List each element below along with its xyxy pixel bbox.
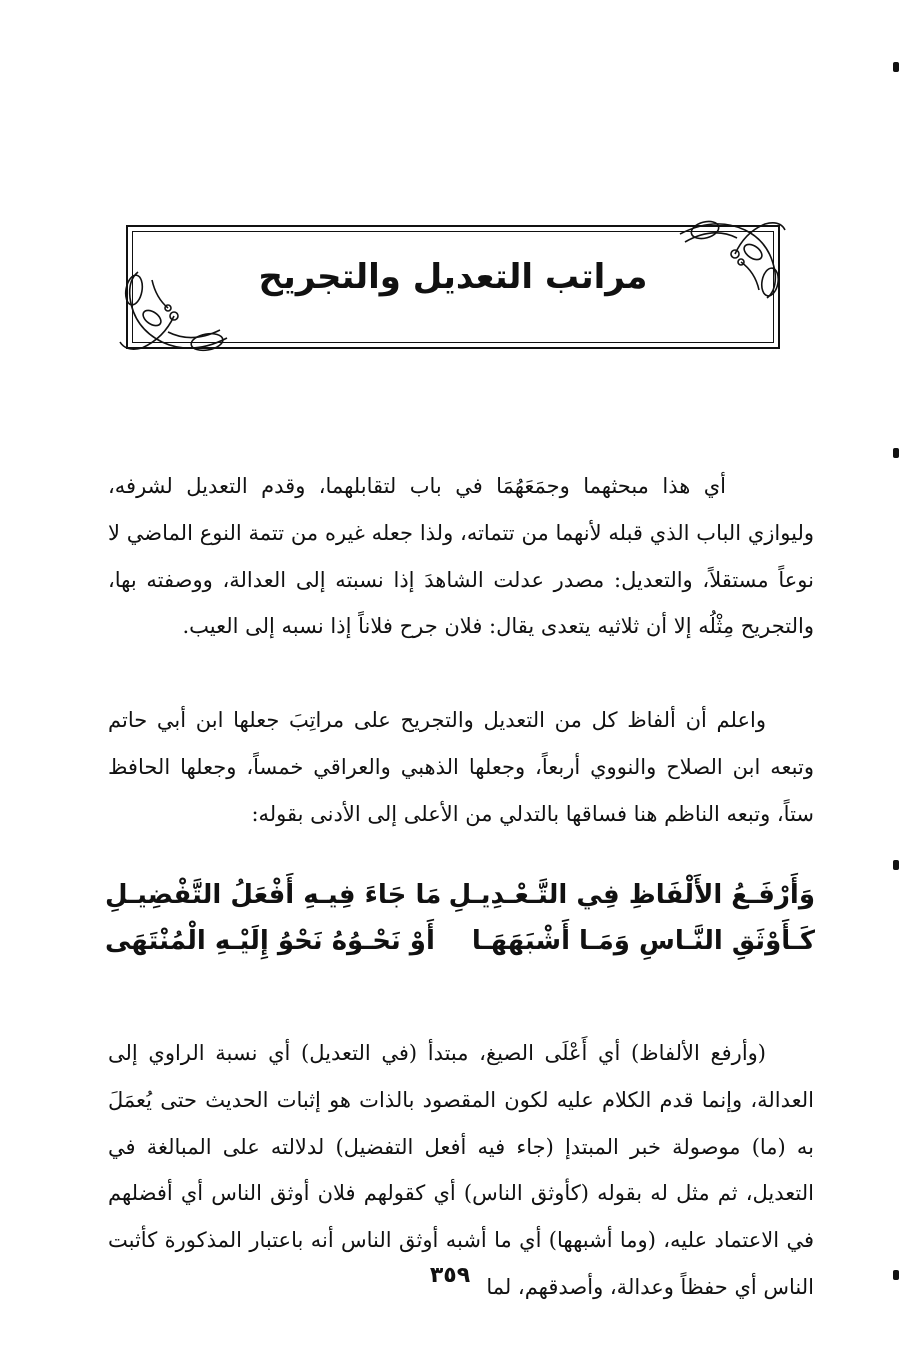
floral-ornament-icon — [675, 212, 790, 302]
chapter-title: مراتب التعديل والتجريح — [258, 257, 648, 297]
floral-ornament-icon — [112, 268, 237, 358]
paragraph-text: واعلم أن ألفاظ كل من التعديل والتجريح على مراتِبَ جعلها ابن أبي حاتم وتبعه ابن الصلاح والنووي أربعاً، وجعلها الذهبي والعراقي خمساً، وجعلها الحافظ ستاً، وتبعه الناظم هنا فساقها بالتدلي من الأعلى إلى الأدنى بقوله: — [108, 708, 814, 826]
page-number: ٣٥٩ — [429, 1263, 471, 1288]
poem-first-hemistich: وَأَرْفَـعُ الأَلْفَاظِ فِي التَّـعْـدِيـلِ — [448, 880, 815, 910]
poem-first-hemistich: كَـأَوْثَقِ النَّـاسِ وَمَـا أَشْبَهَهَـا — [471, 926, 815, 956]
poem-verse — [105, 880, 815, 920]
paragraph-intro — [108, 463, 814, 650]
paragraph-ranks — [108, 697, 814, 837]
margin-mark — [893, 448, 899, 458]
margin-mark — [893, 62, 899, 72]
poem-second-hemistich: مَا جَاءَ فِيـهِ أَفْعَلُ التَّفْضِيـلِ — [105, 880, 442, 910]
poem-second-hemistich: أَوْ نَحْـوُهُ نَحْوُ إِلَيْـهِ الْمُنْتَهَى — [105, 926, 435, 956]
paragraph-text: (وأرفع الألفاظ) أي أَعْلَى الصيغ، مبتدأ (في التعديل) أي نسبة الراوي إلى العدالة، وإنما قدم الكلام عليه لكون المقصود بالذات هو إثبات الحديث حتى يُعمَلَ به (ما) موصولة خبر المبتدإ (جاء فيه أفعل التفضيل) لدلالته على المبالغة في التعديل، ثم مثل له بقوله (كأوثق الناس) أي كقولهم فلان أوثق الناس أي أفضلهم في الاعتماد عليه، (وما أشبهها) أي ما أشبه أوثق الناس أنه باعتبار المذكورة كأثبت الناس أي حفظاً وعدالة، وأصدقهم، لما — [108, 1041, 814, 1299]
poem-verse — [105, 926, 815, 966]
paragraph-text: أي هذا مبحثهما وجمَعَهُمَا في باب لتقابلهما، وقدم التعديل لشرفه، وليوازي الباب الذي قبله لأنهما من تتماته، ولذا جعله غيره من تتمة النوع الماضي لا نوعاً مستقلاً، والتعديل: مصدر عدلت الشاهدَ إذا نسبته إلى العدالة، ووصفته بها، والتجريح مِثْلُه إلا أن ثلاثيه يتعدى يقال: فلان جرح فلاناً إذا نسبه إلى العيب. — [108, 474, 814, 639]
margin-mark — [893, 860, 899, 870]
